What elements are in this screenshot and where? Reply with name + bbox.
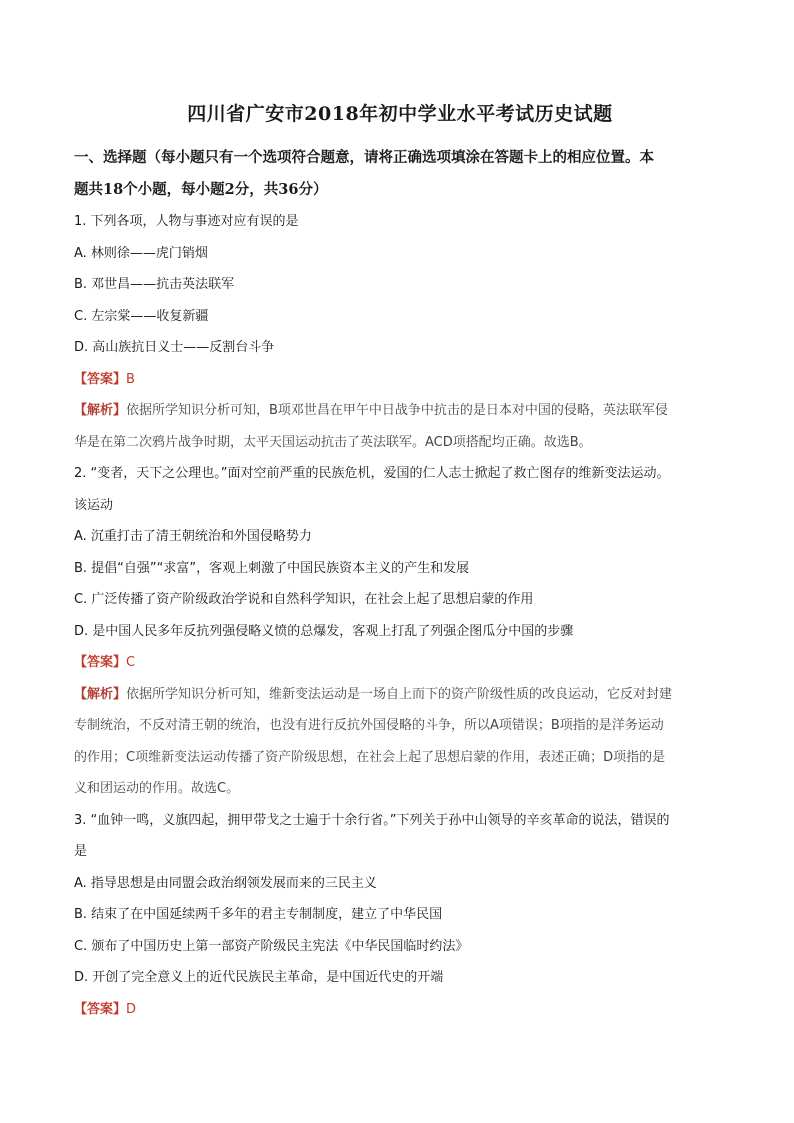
question-stem: 1. 下列各项，人物与事迹对应有误的是: [74, 214, 299, 229]
question-stem-cont: 是: [74, 844, 88, 859]
analysis-tag: 【解析】: [74, 403, 127, 418]
answer-tag: 【答案】: [74, 1001, 127, 1017]
answer-tag: 【答案】: [74, 655, 127, 670]
analysis-text: 义和团运动的作用。故选C。: [74, 781, 240, 796]
answer-tag: 【答案】: [74, 371, 127, 387]
question-3: [74, 805, 726, 1026]
option-d: D. 开创了完全意义上的近代民族民主革命，是中国近代史的开端: [74, 970, 444, 985]
analysis-text: 华是在第二次鸦片战争时期，太平天国运动抗击了英法联军。ACD项搭配均正确。故选B。: [74, 434, 592, 450]
option-b: B. 提倡“自强”“求富”，客观上刺激了中国民族资本主义的产生和发展: [74, 560, 470, 576]
section-heading-line-1: 一、选择题（每小题只有一个选项符合题意，请将正确选项填涂在答题卡上的相应位置。本: [74, 149, 654, 166]
answer-line: [74, 994, 726, 1026]
option-d: D. 是中国人民多年反抗列强侵略义愤的总爆发，客观上打乱了列强企图瓜分中国的步骤: [74, 623, 574, 639]
analysis-line-1: [74, 395, 726, 427]
answer-value: B: [126, 371, 135, 387]
analysis-text: 专制统治，不反对清王朝的统治，也没有进行反抗外国侵略的斗争，所以A项错误；B项指的是洋务运动: [74, 718, 664, 733]
option-a: A. 林则徐——虎门销烟: [74, 245, 208, 261]
answer-value: D: [126, 1001, 137, 1017]
question-2: [74, 458, 726, 805]
analysis-text: 依据所学知识分析可知，B项邓世昌在甲午中日战争中抗击的是日本对中国的侵略，英法联军侵: [126, 403, 668, 418]
option-b: B. 结束了在中国延续两千多年的君主专制制度，建立了中华民国: [74, 907, 443, 922]
page-title: 四川省广安市2018年初中学业水平考试历史试题: [187, 103, 613, 125]
analysis-text: 的作用；C项维新变法运动传播了资产阶级思想，在社会上起了思想启蒙的作用，表述正确；D项指的是: [74, 749, 666, 765]
option-b: B. 邓世昌——抗击英法联军: [74, 277, 235, 292]
question-1: [74, 206, 726, 458]
analysis-line-1: [74, 679, 726, 711]
question-stem-cont: 该运动: [74, 497, 114, 513]
answer-value: C: [126, 655, 136, 670]
answer-line: [74, 647, 726, 679]
option-c: C. 颁布了中国历史上第一部资产阶级民主宪法《中华民国临时约法》: [74, 938, 469, 954]
analysis-tag: 【解析】: [74, 686, 127, 702]
option-d: D. 高山族抗日义士——反割台斗争: [74, 340, 275, 355]
exam-page: [74, 100, 726, 1025]
answer-line: [74, 364, 726, 396]
analysis-text: 依据所学知识分析可知，维新变法运动是一场自上而下的资产阶级性质的改良运动，它反对封建: [126, 686, 673, 702]
analysis-line-4: [74, 773, 726, 805]
question-stem: 2. “变者，天下之公理也。”面对空前严重的民族危机，爱国的仁人志士掀起了救亡图存的维新变法运动。: [74, 466, 670, 481]
section-heading-line-2: 题共18个小题，每小题2分，共36分）: [74, 181, 328, 198]
option-a: A. 指导思想是由同盟会政治纲领发展而来的三民主义: [74, 875, 377, 891]
analysis-line-3: [74, 742, 726, 774]
option-c: C. 广泛传播了资产阶级政治学说和自然科学知识，在社会上起了思想启蒙的作用: [74, 592, 534, 607]
analysis-line-2: [74, 427, 726, 459]
analysis-line-2: [74, 710, 726, 742]
question-stem: 3. “血钟一鸣，义旗四起，拥甲带戈之士遍于十余行省。”下列关于孙中山领导的辛亥革命的说法，错误的: [74, 812, 670, 828]
option-c: C. 左宗棠——收复新疆: [74, 308, 209, 324]
option-a: A. 沉重打击了清王朝统治和外国侵略势力: [74, 529, 312, 544]
